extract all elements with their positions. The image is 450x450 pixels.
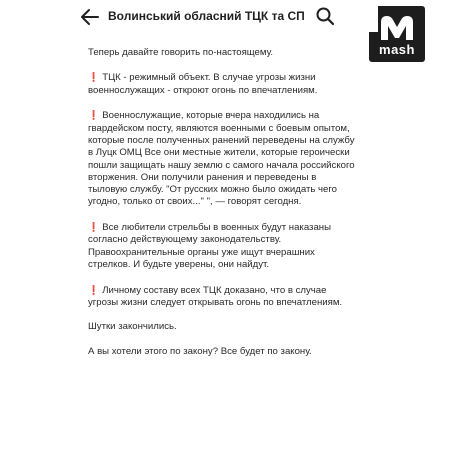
search-icon (314, 5, 336, 27)
back-button[interactable] (78, 6, 102, 28)
logo-text: mash (379, 42, 415, 57)
paragraph-3-text: Военнослужащие, которые вчера находились на гвардейском посту, являются военными с боевым опытом, которые после полученных ранений переведены на службу в Луцк ОМЦ Все они местные жители, которые героически пошли защищать нашу землю с самого начала российского вторжения. Они получили ранения и переведены в тыловую службу. "От русских можно было ожидать чего угодно, только от своих..." ", — говорят сегодня. (88, 110, 355, 208)
paragraph-4 (88, 221, 356, 271)
paragraph-2 (88, 71, 356, 97)
exclamation-icon: ❗ (88, 72, 100, 83)
exclamation-icon: ❗ (88, 284, 100, 295)
exclamation-icon: ❗ (88, 222, 100, 233)
arrow-left-icon (78, 6, 102, 28)
paragraph-5 (88, 284, 356, 310)
page-title: Волинський обласний ТЦК та СП (108, 9, 305, 23)
paragraph-4-text: Все любители стрельбы в военных будут наказаны согласно действующему законодательству. Правоохранительные органы уже ищут вчерашних стрелков. И будьте уверены, они найдут. (88, 222, 331, 270)
paragraph-7: А вы хотели этого по закону? Все будет по закону. (88, 346, 312, 358)
paragraph-3 (88, 109, 356, 208)
search-button[interactable] (314, 5, 336, 27)
post-view (78, 0, 378, 450)
paragraph-5-text: Личному составу всех ТЦК доказано, что в случае угрозы жизни следует открывать огонь по впечатлениям. (88, 284, 343, 308)
paragraph-1: Теперь давайте говорить по-настоящему. (88, 46, 274, 58)
paragraph-6: Шутки закончились. (88, 321, 177, 333)
exclamation-icon: ❗ (88, 110, 100, 121)
top-bar (78, 0, 378, 32)
mash-m-icon (377, 14, 417, 42)
paragraph-2-text: ТЦК - режимный объект. В случае угрозы жизни военнослужащих - откроют огонь по впечатлениям. (88, 72, 318, 96)
post-content (88, 10, 356, 371)
